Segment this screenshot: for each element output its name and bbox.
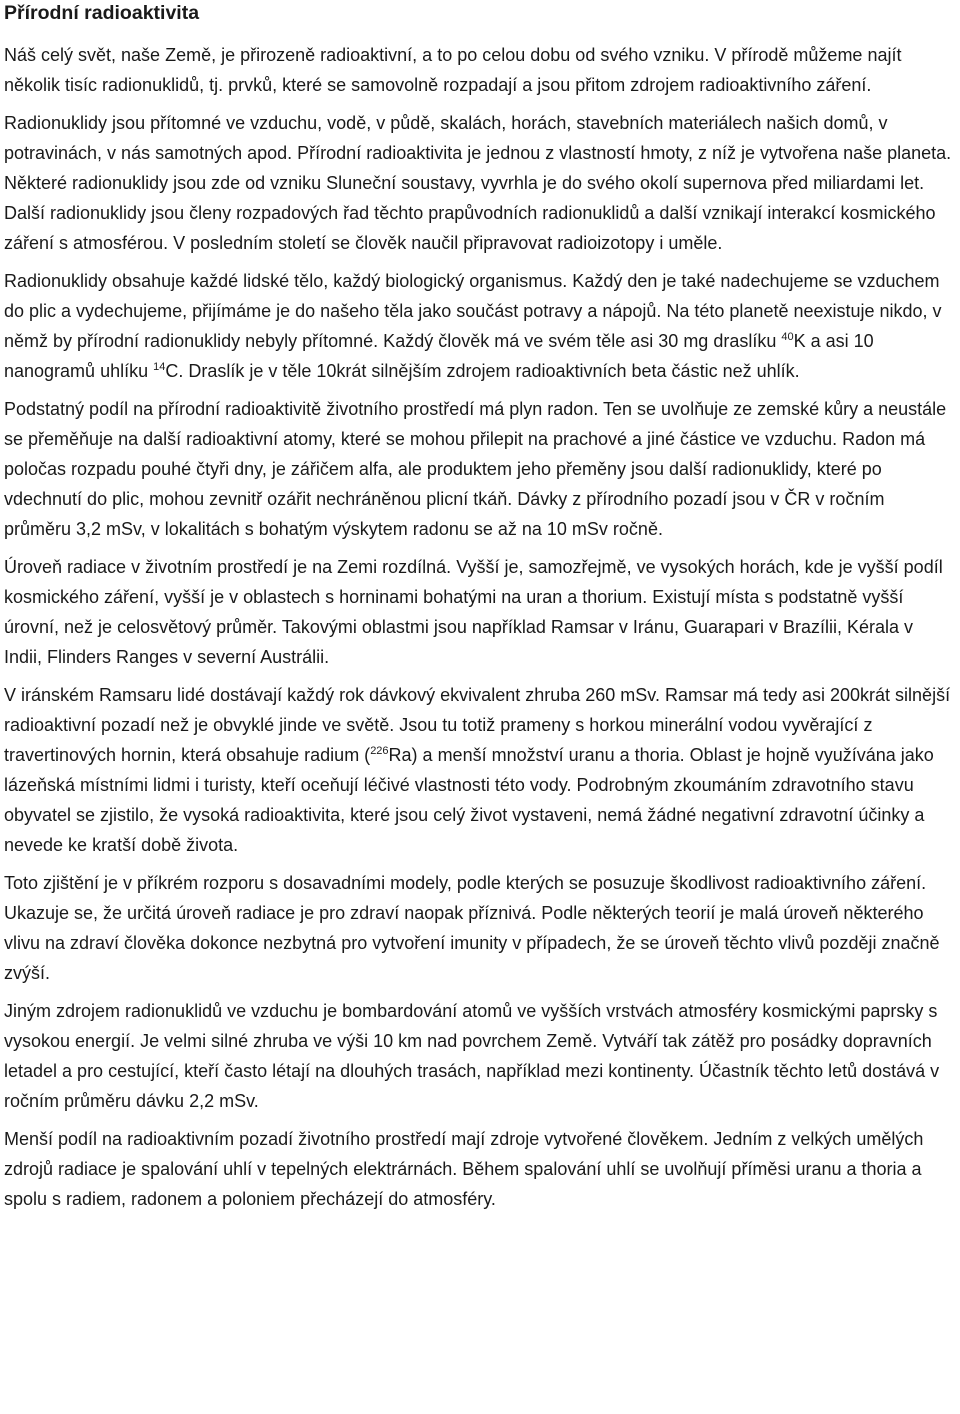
paragraph-models-conflict: Toto zjištění je v příkrém rozporu s dosavadními modely, podle kterých se posuzuje škodlivost radioaktivního záření. Ukazuje se, že určitá úroveň radiace je pro zdraví naopak příznivá. Podle některých teorií je malá úroveň některého vlivu na zdraví člověka dokonce nezbytná pro vytvoření imunity v případech, že se úroveň těchto vlivů později značně zvýší. [4, 873, 940, 983]
paragraph-radon: Podstatný podíl na přírodní radioaktivitě životního prostředí má plyn radon. Ten se uvolňuje ze zemské kůry a neustále se přeměňuje na další radioaktivní atomy, které se mohou přilepit na prachové a jiné částice ve vzduchu. Radon má poločas rozpadu pouhé čtyři dny, je zářičem alfa, ale produktem jeho přeměny jsou další radionuklidy, které po vdechnutí do plic, mohou zevnitř ozářit nechráněnou plicní tkáň. Dávky z přírodního pozadí jsou v ČR v ročním průměru 3,2 mSv, v lokalitách s bohatým výskytem radonu se až na 10 mSv ročně. [4, 399, 947, 539]
paragraph-text-segment: C. Draslík je v těle 10krát silnějším zdrojem radioaktivních beta částic než uhlík. [165, 361, 800, 381]
paragraph-radionuclide-presence: Radionuklidy jsou přítomné ve vzduchu, vodě, v půdě, skalách, horách, stavebních materiálech našich domů, v potravinách, v nás samotných apod. Přírodní radioaktivita je jednou z vlastností hmoty, z níž je vytvořena naše planeta. Některé radionuklidy jsou zde od vzniku Sluneční soustavy, vyvrhla je do svého okolí supernova před miliardami let. Další radionuklidy jsou členy rozpadových řad těchto prapůvodních radionuklidů a další vznikají interakcí kosmického záření s atmosférou. V posledním století se člověk naučil připravovat radioizotopy i uměle. [4, 113, 952, 253]
paragraph-man-made-sources: Menší podíl na radioaktivním pozadí životního prostředí mají zdroje vytvořené člověkem. Jedním z velkých umělých zdrojů radiace je spalování uhlí v tepelných elektrárnách. Během spalování uhlí se uvolňují příměsi uranu a thoria a spolu s radiem, radonem a poloniem přecházejí do atmosféry. [4, 1129, 924, 1209]
paragraph-text-segment: Radionuklidy obsahuje každé lidské tělo, každý biologický organismus. Každý den je také nadechujeme se vzduchem do plic a vydechujeme, přijímáme je do našeho těla jako součást potravy a nápojů. Na této planetě neexistuje nikdo, v němž by přírodní radionuklidy nebyly přítomné. Každý člověk má ve svém těle asi 30 mg draslíku [4, 271, 942, 351]
paragraph-text-segment: K a asi 10 nanogramů uhlíku [4, 331, 874, 381]
paragraph-text-segment: Ra) a menší množství uranu a thoria. Oblast je hojně využívána jako lázeňská místními lidmi i turisty, kteří oceňují léčivé vlastnosti této vody. Podrobným zkoumáním zdravotního stavu obyvatel se zjistilo, že vysoká radioaktivita, které jsou celý život vystaveni, nemá žádné negativní zdravotní účinky a nevede ke kratší době života. [4, 745, 934, 855]
paragraph-intro: Náš celý svět, naše Země, je přirozeně radioaktivní, a to po celou dobu od svého vzniku. V přírodě můžeme najít několik tisíc radionuklidů, tj. prvků, které se samovolně rozpadají a jsou přitom zdrojem radioaktivního záření. [4, 45, 902, 95]
paragraph-text-segment: V iránském Ramsaru lidé dostávají každý rok dávkový ekvivalent zhruba 260 mSv. Ramsar má tedy asi 200krát silnější radioaktivní pozadí než je obvyklé jinde ve světě. Jsou tu totiž prameny s horkou minerální vodou vyvěrající z travertinových hornin, která obsahuje radium ( [4, 685, 951, 765]
paragraph-ramsar [4, 680, 954, 860]
superscript-mass-number: 14 [153, 361, 166, 373]
paragraph-radiation-levels: Úroveň radiace v životním prostředí je na Zemi rozdílná. Vyšší je, samozřejmě, ve vysokých horách, kde je vyšší podíl kosmického záření, vyšší je v oblastech s horninami bohatými na uran a thorium. Existují místa s podstatně vyšší úrovní, než je celosvětový průměr. Takovými oblastmi jsou například Ramsar v Iránu, Guarapari v Brazílii, Kérala v Indii, Flinders Ranges v severní Austrálii. [4, 557, 943, 667]
superscript-mass-number: 226 [370, 745, 389, 757]
paragraph-human-body [4, 266, 954, 386]
superscript-mass-number: 40 [781, 331, 794, 343]
document-title: Přírodní radioaktivita [4, 2, 200, 24]
paragraph-cosmic-rays: Jiným zdrojem radionuklidů ve vzduchu je bombardování atomů ve vyšších vrstvách atmosféry kosmickými paprsky s vysokou energií. Je velmi silné zhruba ve výši 10 km nad povrchem Země. Vytváří tak zátěž pro posádky dopravních letadel a pro cestující, kteří často létají na dlouhých trasách, například mezi kontinenty. Účastník těchto letů dostává v ročním průměru dávku 2,2 mSv. [4, 1001, 940, 1111]
